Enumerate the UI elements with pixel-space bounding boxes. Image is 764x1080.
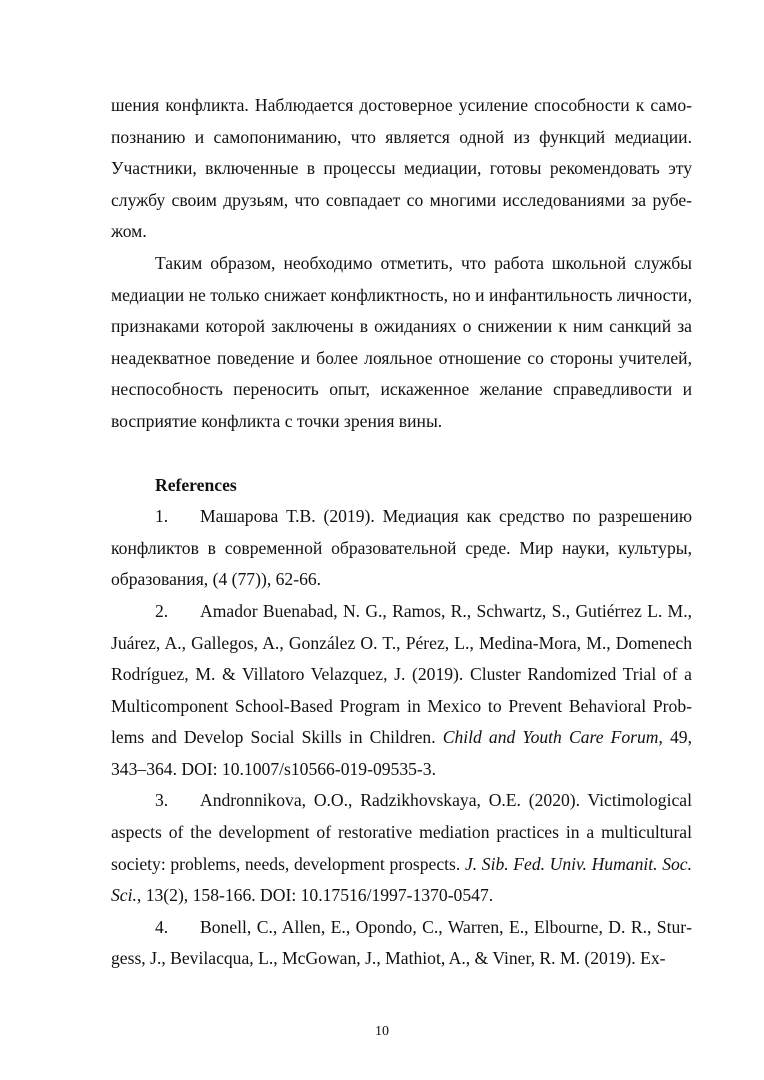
reference-text: Bonell, C., Allen, E., Opondo, C., Warren, E., Elbourne, D. R., Sturgess, J., Bevilacqua, L., McGowan, J., Mathiot, A., & Viner, R. M. (2019). Ex- — [111, 916, 692, 969]
reference-journal: Child and Youth Care Forum — [442, 727, 659, 748]
reference-text: Amador Buenabad, N. G., Ramos, R., Schwartz, S., Gutiérrez L. M., Juárez, A., Gallegos, A., González O. T., Pérez, L., Medina-Mora, M., Domenech Rodríguez, M. & Villatoro Velazquez, J. (2019). Cluster Randomized Trial of a Multicomponent School-Based Program in Mexico to Prevent Behavioral Problems and Develop Social Skills in Children. — [111, 600, 692, 748]
reference-item — [111, 912, 692, 975]
reference-text: Andronnikova, O.O., Radzikhovskaya, O.E. (2020). Victimological aspects of the development of restorative mediation practices in a multicultural society: problems, needs, development prospects. — [111, 790, 692, 874]
body-paragraph: Таким образом, необходимо отметить, что работа школьной службы медиации не только снижает конфликтность, но и инфантильность личности, признаками которой заключены в ожиданиях о снижении к ним санкций за неадекватное поведение и более лояльное отношение со стороны учителей, неспособность переносить опыт, искаженное желание справедливости и восприятие конфликта с точки зрения вины. — [111, 252, 692, 431]
page-number: 10 — [375, 1024, 389, 1039]
reference-number: 2. — [155, 600, 169, 621]
reference-item — [111, 501, 692, 596]
reference-details: , 49, 343–364. DOI: 10.1007/s10566-019-09535-3. — [111, 727, 692, 779]
body-paragraph: шения конфликта. Наблюдается достоверное усиление способности к самопознанию и самопониманию, что является одной из функций медиации. Участники, включенные в процессы медиации, готовы рекомендовать эту службу своим друзьям, что совпадает со многими исследованиями за рубежом. — [111, 95, 692, 242]
reference-number: 4. — [155, 916, 169, 937]
reference-number: 1. — [155, 506, 169, 527]
reference-journal: J. Sib. Fed. Univ. Humanit. Soc. Sci. — [111, 853, 692, 906]
reference-item — [111, 596, 692, 786]
reference-text: Машарова Т.В. (2019). Медиация как средство по разрешению конфликтов в современной образовательной среде. Мир науки, культуры, образования, (4 (77)), 62-66. — [111, 506, 692, 590]
reference-details: , 13(2), 158-166. DOI: 10.17516/1997-1370-0547. — [136, 885, 494, 906]
references-heading: References — [155, 474, 237, 495]
reference-number: 3. — [155, 790, 169, 811]
page-content — [111, 90, 692, 975]
reference-item — [111, 785, 692, 911]
section-spacer — [111, 438, 692, 470]
